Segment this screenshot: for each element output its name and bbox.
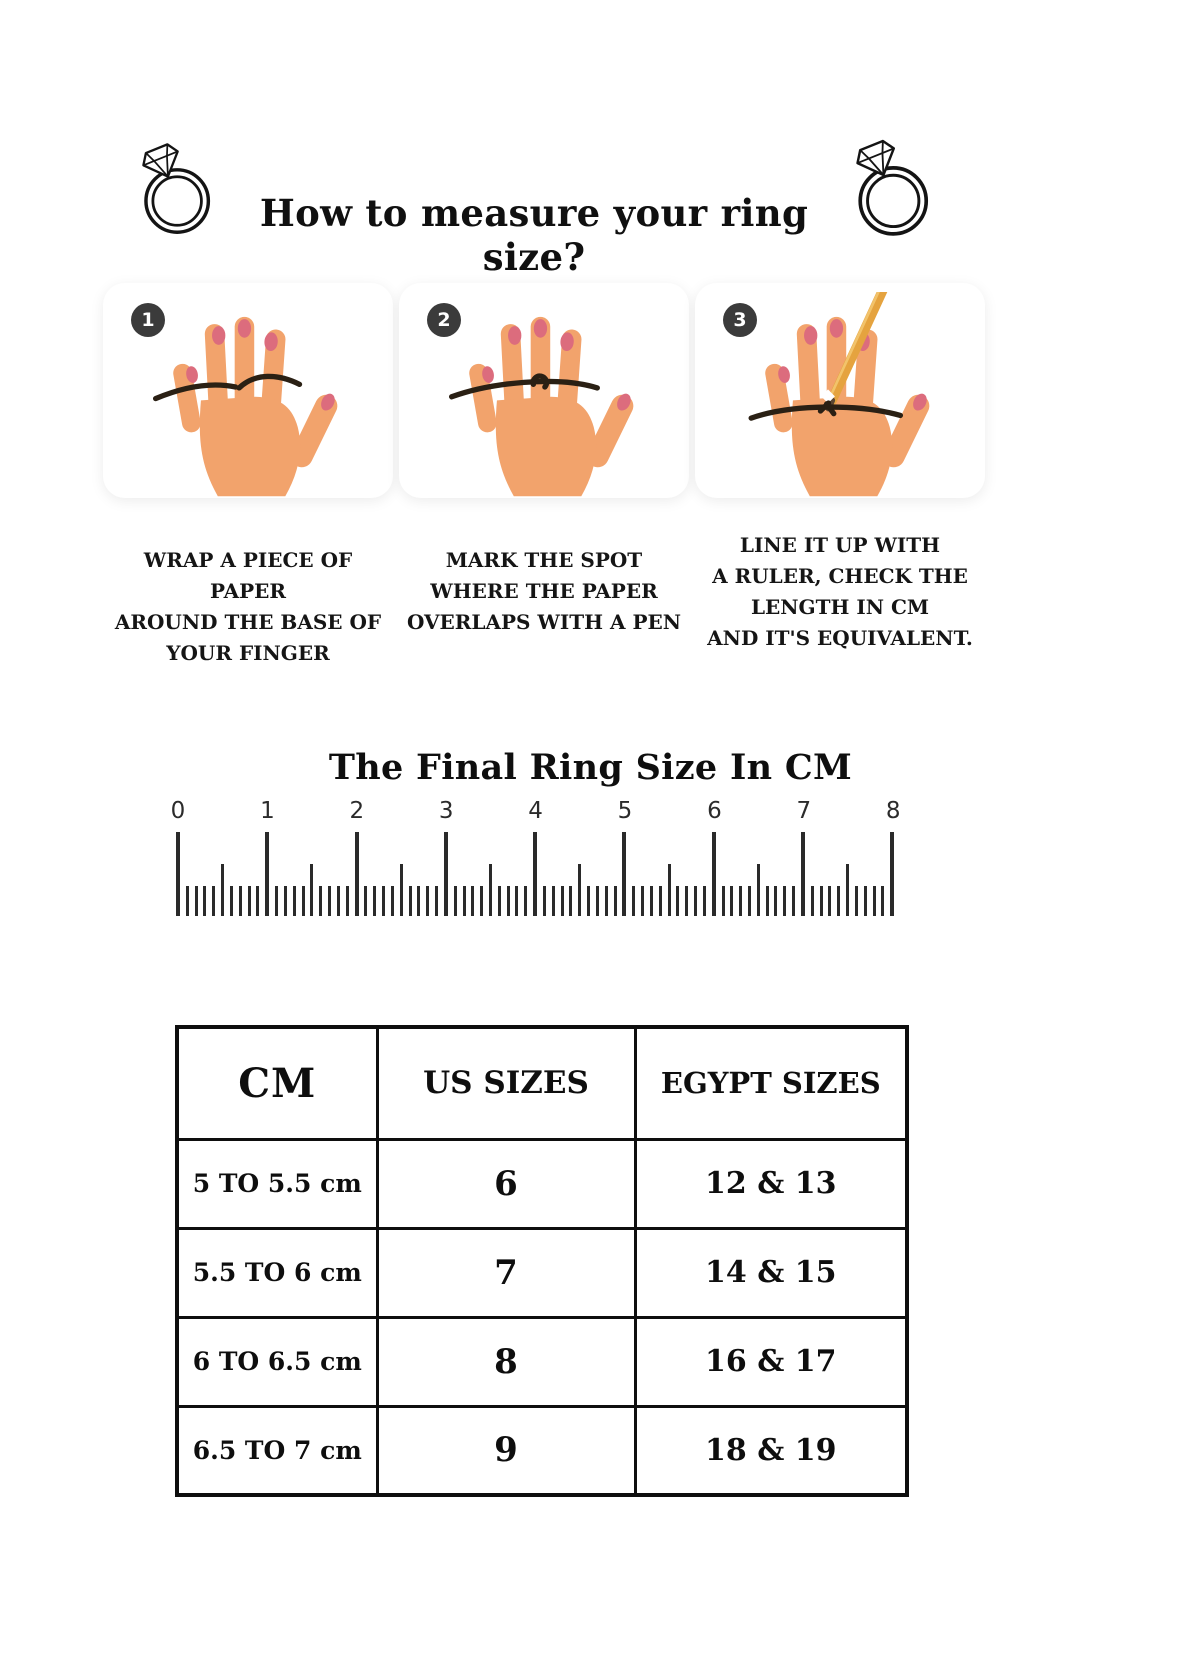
ruler-tick [409, 886, 412, 916]
ruler-tick [569, 886, 572, 916]
caption-line: LINE IT UP WITH [739, 533, 941, 557]
ruler-number: 6 [707, 798, 722, 824]
step-2-badge: 2 [427, 303, 461, 337]
cell-cm: 5.5 TO 6 cm [177, 1228, 377, 1317]
ruler-tick [186, 886, 189, 916]
ruler-tick [694, 886, 697, 916]
table-row [177, 1317, 907, 1406]
step-panel-3 [695, 283, 985, 498]
ruler-tick [515, 886, 518, 916]
ruler-tick [507, 886, 510, 916]
ruler-tick [463, 886, 466, 916]
ruler-number: 1 [260, 798, 275, 824]
ruler-number: 2 [349, 798, 365, 824]
ruler-tick [811, 886, 814, 916]
ruler-tick [230, 886, 233, 916]
ruler-section-heading: The Final Ring Size In CM [328, 747, 853, 789]
ruler-tick [533, 832, 537, 916]
caption-line: A RULER, CHECK THE [712, 564, 968, 588]
caption-line: OVERLAPS WITH A PEN [406, 610, 682, 634]
ruler-tick [364, 886, 367, 916]
table-row [177, 1139, 907, 1228]
ruler-tick [293, 886, 296, 916]
cell-cm: 5 TO 5.5 cm [177, 1139, 377, 1228]
ruler-number: 4 [528, 798, 543, 824]
ruler-tick [302, 886, 305, 916]
ruler-tick [203, 886, 206, 916]
ruler-tick [659, 886, 662, 916]
step-1-badge: 1 [131, 303, 165, 337]
ruler-tick [739, 886, 742, 916]
hand-step-1-illustration [141, 292, 355, 498]
ruler-tick [498, 886, 501, 916]
ruler-tick [355, 832, 359, 916]
ruler-tick [543, 886, 546, 916]
ruler-tick [730, 886, 733, 916]
ruler-tick [426, 886, 429, 916]
ruler-tick [748, 886, 751, 916]
column-header-egypt-sizes: EGYPT SIZES [635, 1027, 907, 1139]
ruler-number: 0 [170, 798, 186, 824]
ruler-numbers [170, 798, 904, 828]
ruler-tick [828, 886, 831, 916]
ruler-tick [435, 886, 438, 916]
ruler-tick [221, 864, 224, 916]
ruler-tick [890, 832, 894, 916]
hand-step-2-illustration [437, 292, 651, 498]
cell-cm: 6 TO 6.5 cm [177, 1317, 377, 1406]
table-header-row [177, 1027, 907, 1139]
ruler-tick [248, 886, 251, 916]
ruler-tick [614, 886, 617, 916]
ruler-tick [454, 886, 457, 916]
ruler-tick [265, 832, 269, 916]
ruler-number: 3 [438, 798, 454, 824]
ruler-tick [284, 886, 287, 916]
ruler-tick [373, 886, 376, 916]
ruler-tick [722, 886, 725, 916]
step-2-caption [399, 530, 689, 669]
ruler-tick [391, 886, 394, 916]
ruler-tick [176, 832, 180, 916]
ruler-tick [480, 886, 483, 916]
ruler-tick [881, 886, 884, 916]
ruler-tick [864, 886, 867, 916]
cell-us: 7 [377, 1228, 635, 1317]
column-header-cm: CM [177, 1027, 377, 1139]
ruler-tick [212, 886, 215, 916]
ruler-tick [346, 886, 349, 916]
step-3-caption [695, 530, 985, 669]
cell-egypt: 18 & 19 [635, 1406, 907, 1495]
ruler-tick [766, 886, 769, 916]
step-3-badge: 3 [723, 303, 757, 337]
ruler-tick [587, 886, 590, 916]
caption-line: WRAP A PIECE OF PAPER [143, 548, 353, 603]
ruler-tick [801, 832, 805, 916]
cell-egypt: 16 & 17 [635, 1317, 907, 1406]
diamond-ring-icon [848, 130, 936, 244]
ruler-tick [195, 886, 198, 916]
ruler-tick [400, 864, 403, 916]
ruler-tick [552, 886, 555, 916]
ruler-tick [489, 864, 492, 916]
ruler-number: 8 [885, 798, 901, 824]
ring-size-conversion-table [175, 1025, 909, 1497]
ruler-tick [757, 864, 760, 916]
ruler-tick [703, 886, 706, 916]
ruler-tick [337, 886, 340, 916]
page-title: How to measure your ring size? [259, 190, 809, 279]
captions-row [103, 530, 985, 669]
hand-step-3-illustration [733, 292, 947, 498]
ruler-tick [596, 886, 599, 916]
ruler-tick [328, 886, 331, 916]
ruler-tick [239, 886, 242, 916]
ruler-tick [650, 886, 653, 916]
step-panel-2 [399, 283, 689, 498]
ruler-tick [256, 886, 259, 916]
ruler-tick [641, 886, 644, 916]
ruler-tick [685, 886, 688, 916]
ruler-tick [382, 886, 385, 916]
ruler-tick [471, 886, 474, 916]
cell-us: 6 [377, 1139, 635, 1228]
caption-line: WHERE THE PAPER [430, 579, 658, 603]
ruler-tick [783, 886, 786, 916]
ruler-tick [676, 886, 679, 916]
ruler-tick [712, 832, 716, 916]
ruler-tick [837, 886, 840, 916]
column-header-us-sizes: US SIZES [377, 1027, 635, 1139]
ruler-tick [310, 864, 313, 916]
step-1-caption [103, 530, 393, 669]
ruler-number: 5 [617, 798, 633, 824]
cell-cm: 6.5 TO 7 cm [177, 1406, 377, 1495]
ruler-tick [578, 864, 581, 916]
ruler-tick [792, 886, 795, 916]
ruler-tick [561, 886, 564, 916]
diamond-ring-icon [134, 134, 218, 242]
ruler-tick [668, 864, 671, 916]
caption-line: YOUR FINGER [166, 641, 330, 665]
caption-line: MARK THE SPOT [445, 548, 643, 572]
caption-line: AROUND THE BASE OF [114, 610, 382, 634]
ruler-tick [855, 886, 858, 916]
ruler-tick [524, 886, 527, 916]
ruler-tick [632, 886, 635, 916]
caption-line: LENGTH IN CM [750, 595, 930, 619]
ruler-number: 7 [796, 798, 812, 824]
ruler-tick [444, 832, 448, 916]
cell-egypt: 14 & 15 [635, 1228, 907, 1317]
table-row [177, 1406, 907, 1495]
ruler-tick [846, 864, 849, 916]
ruler-ticks [176, 832, 895, 916]
ruler-tick [873, 886, 876, 916]
steps-row [103, 283, 985, 498]
cell-us: 9 [377, 1406, 635, 1495]
ruler-tick [275, 886, 278, 916]
step-panel-1 [103, 283, 393, 498]
cell-egypt: 12 & 13 [635, 1139, 907, 1228]
ruler-tick [319, 886, 322, 916]
ruler-tick [622, 832, 626, 916]
cm-ruler [170, 798, 904, 916]
ruler-tick [417, 886, 420, 916]
cell-us: 8 [377, 1317, 635, 1406]
ruler-tick [605, 886, 608, 916]
ruler-tick [820, 886, 823, 916]
table-row [177, 1228, 907, 1317]
caption-line: AND IT'S EQUIVALENT. [707, 626, 973, 650]
ruler-tick [774, 886, 777, 916]
